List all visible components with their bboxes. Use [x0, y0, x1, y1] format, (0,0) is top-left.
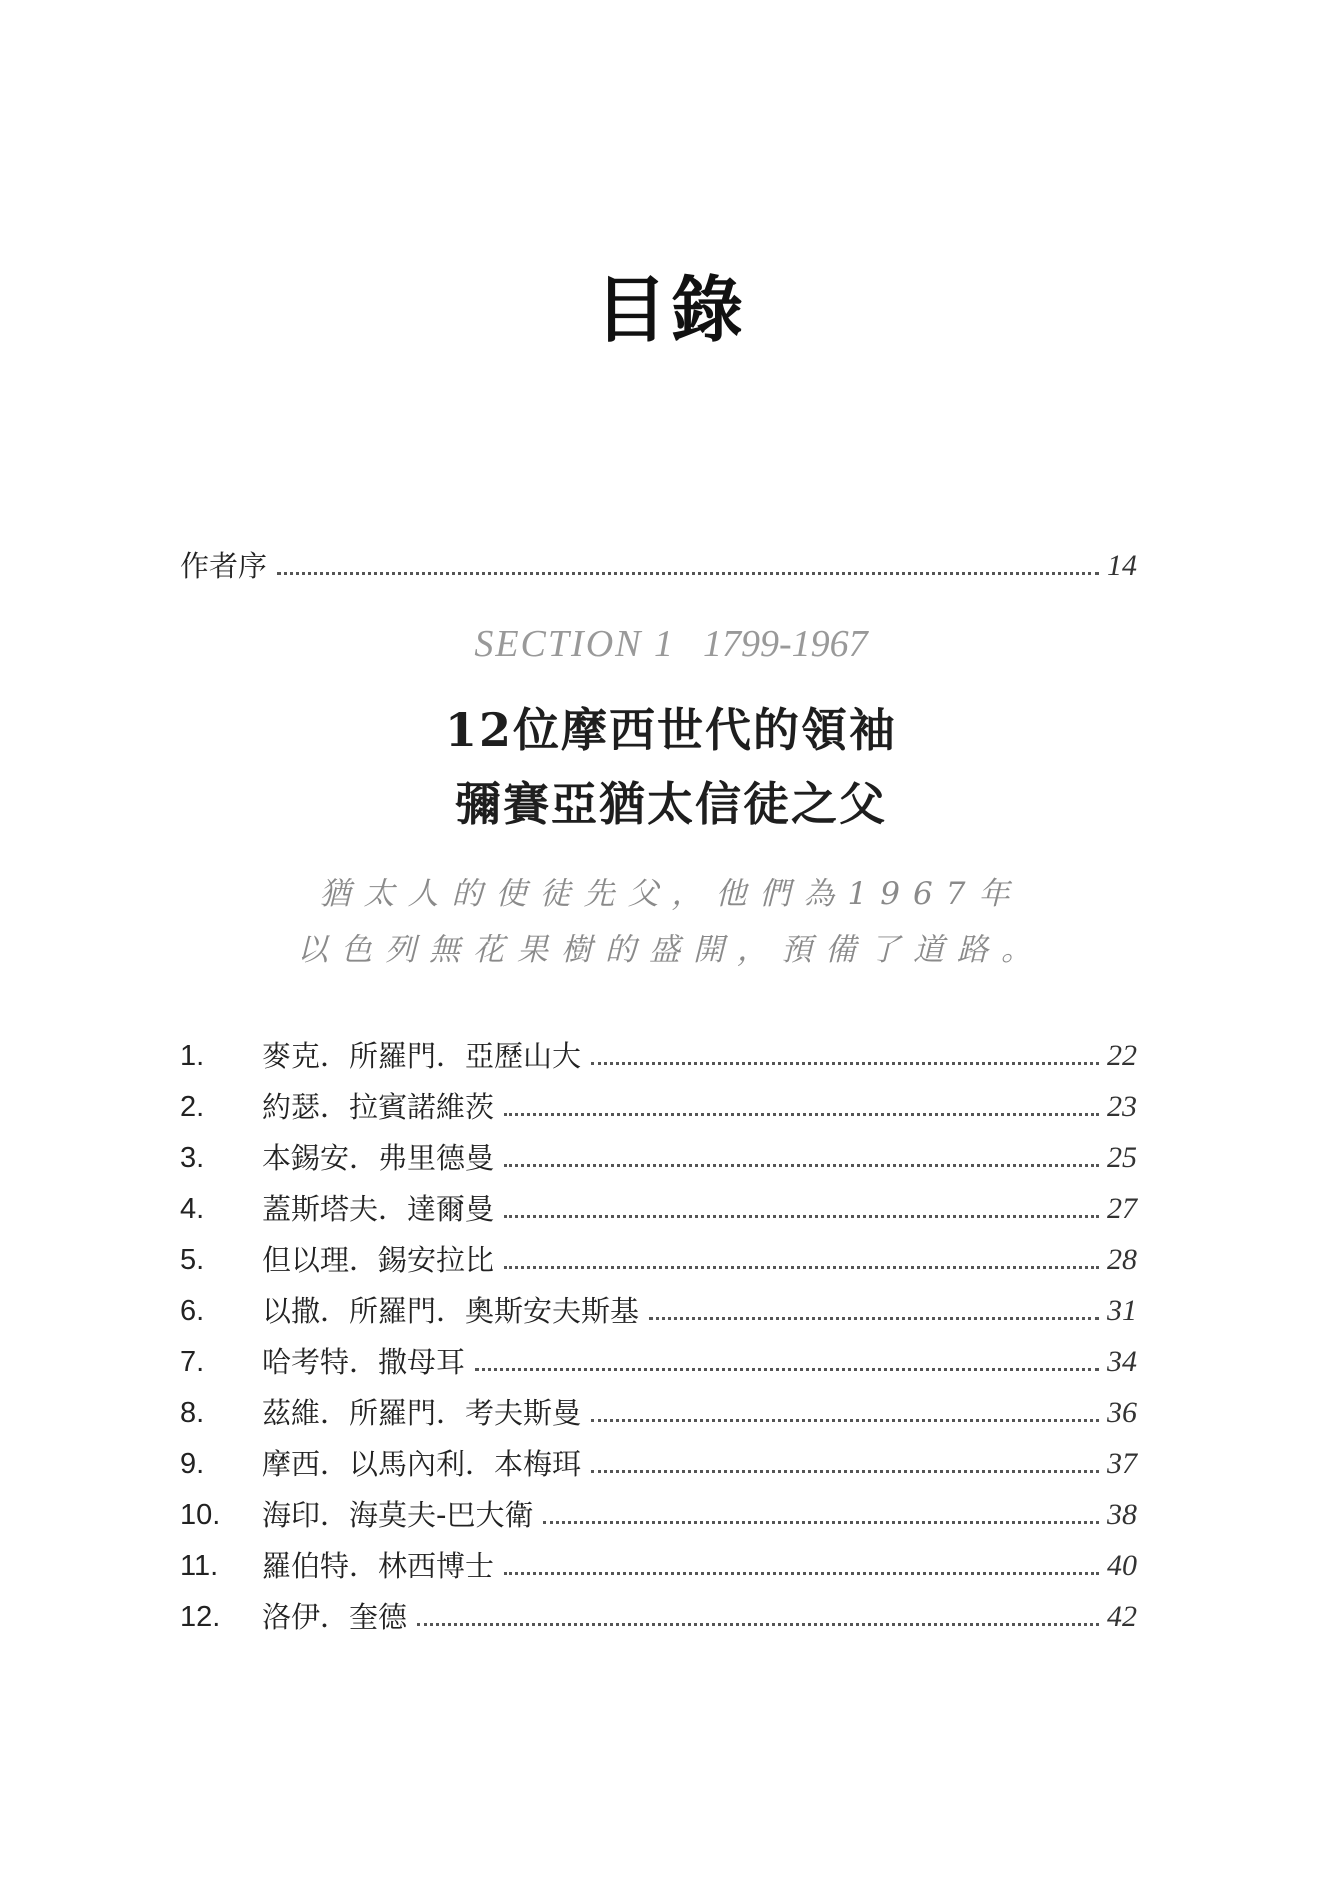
page-number: 34: [1107, 1345, 1137, 1378]
entry-number: 8.: [180, 1397, 205, 1429]
page-number: 25: [1107, 1141, 1137, 1174]
dot-leader: [591, 1418, 1099, 1422]
section-subtitle-line1: 猶太人的使徒先父，他們為1967年: [319, 876, 1023, 912]
toc-entry[interactable]: [180, 1495, 1137, 1535]
entry-number: 6.: [180, 1295, 205, 1327]
toc-entry[interactable]: [180, 1546, 1137, 1586]
toc-entry-preface[interactable]: [180, 546, 1137, 586]
page-number: 36: [1107, 1396, 1137, 1429]
toc-entry[interactable]: [180, 1138, 1137, 1178]
page-number: 23: [1107, 1090, 1137, 1123]
page-number: 27: [1107, 1192, 1137, 1225]
dot-leader: [277, 571, 1099, 575]
entry-title: 但以理．錫安拉比: [262, 1243, 495, 1277]
entry-number: 2.: [180, 1091, 205, 1123]
entry-title: 哈考特．撒母耳: [262, 1345, 466, 1379]
dot-leader: [475, 1367, 1099, 1371]
page-number: 37: [1107, 1447, 1137, 1480]
page-number: 31: [1107, 1294, 1137, 1327]
dot-leader: [504, 1571, 1099, 1575]
entry-number: 5.: [180, 1244, 205, 1276]
section-heading-line1: 12位摩西世代的領袖: [444, 703, 897, 757]
toc-entry[interactable]: [180, 1393, 1137, 1433]
dot-leader: [649, 1316, 1099, 1320]
entry-number: 4.: [180, 1193, 205, 1225]
dot-leader: [504, 1163, 1099, 1167]
entry-number: 12.: [180, 1601, 221, 1633]
toc-entry[interactable]: [180, 1036, 1137, 1076]
dot-leader: [504, 1214, 1099, 1218]
page-number: 40: [1107, 1549, 1137, 1582]
entry-number: 10.: [180, 1499, 221, 1531]
page-title: 目錄: [594, 267, 747, 352]
dot-leader: [504, 1265, 1099, 1269]
section-number: SECTION 1: [474, 623, 675, 665]
entry-title: 以撒．所羅門．奧斯安夫斯基: [262, 1294, 640, 1328]
toc-entry[interactable]: [180, 1087, 1137, 1127]
entry-number: 11.: [180, 1550, 219, 1582]
dot-leader: [417, 1622, 1099, 1626]
toc-entry[interactable]: [180, 1342, 1137, 1382]
entry-number: 7.: [180, 1346, 205, 1378]
dot-leader: [591, 1469, 1099, 1473]
toc-entry[interactable]: [180, 1240, 1137, 1280]
toc-entry[interactable]: [180, 1189, 1137, 1229]
dot-leader: [504, 1112, 1099, 1116]
dot-leader: [591, 1061, 1099, 1065]
dot-leader: [543, 1520, 1099, 1524]
page-number: 14: [1107, 549, 1137, 582]
section-heading-line2: 彌賽亞猶太信徒之父: [455, 777, 887, 831]
entry-title: 茲維．所羅門．考夫斯曼: [262, 1396, 582, 1430]
section-years: 1799-1967: [702, 623, 868, 665]
preface-label: 作者序: [180, 549, 268, 583]
entry-number: 1.: [180, 1040, 205, 1072]
toc-entry[interactable]: [180, 1444, 1137, 1484]
entry-title: 約瑟．拉賓諾維茨: [262, 1090, 495, 1124]
page-number: 38: [1107, 1498, 1137, 1531]
entry-title: 本錫安．弗里德曼: [262, 1141, 495, 1175]
entry-title: 洛伊．奎德: [262, 1600, 408, 1634]
entry-title: 羅伯特．林西博士: [262, 1549, 495, 1583]
entry-title: 海印．海莫夫-巴大衛: [262, 1498, 534, 1532]
entry-number: 9.: [180, 1448, 205, 1480]
section-label: [0, 622, 1342, 666]
section-subtitle-line2: 以色列無花果樹的盛開，預備了道路。: [297, 932, 1045, 968]
toc-entry[interactable]: [180, 1597, 1137, 1637]
page-number: 22: [1107, 1039, 1137, 1072]
entry-title: 蓋斯塔夫．達爾曼: [262, 1192, 495, 1226]
entry-number: 3.: [180, 1142, 205, 1174]
entry-title: 摩西．以馬內利．本梅珥: [262, 1447, 582, 1481]
entry-title: 麥克．所羅門．亞歷山大: [262, 1039, 582, 1073]
page-number: 42: [1107, 1600, 1137, 1633]
page-number: 28: [1107, 1243, 1137, 1276]
toc-entry[interactable]: [180, 1291, 1137, 1331]
